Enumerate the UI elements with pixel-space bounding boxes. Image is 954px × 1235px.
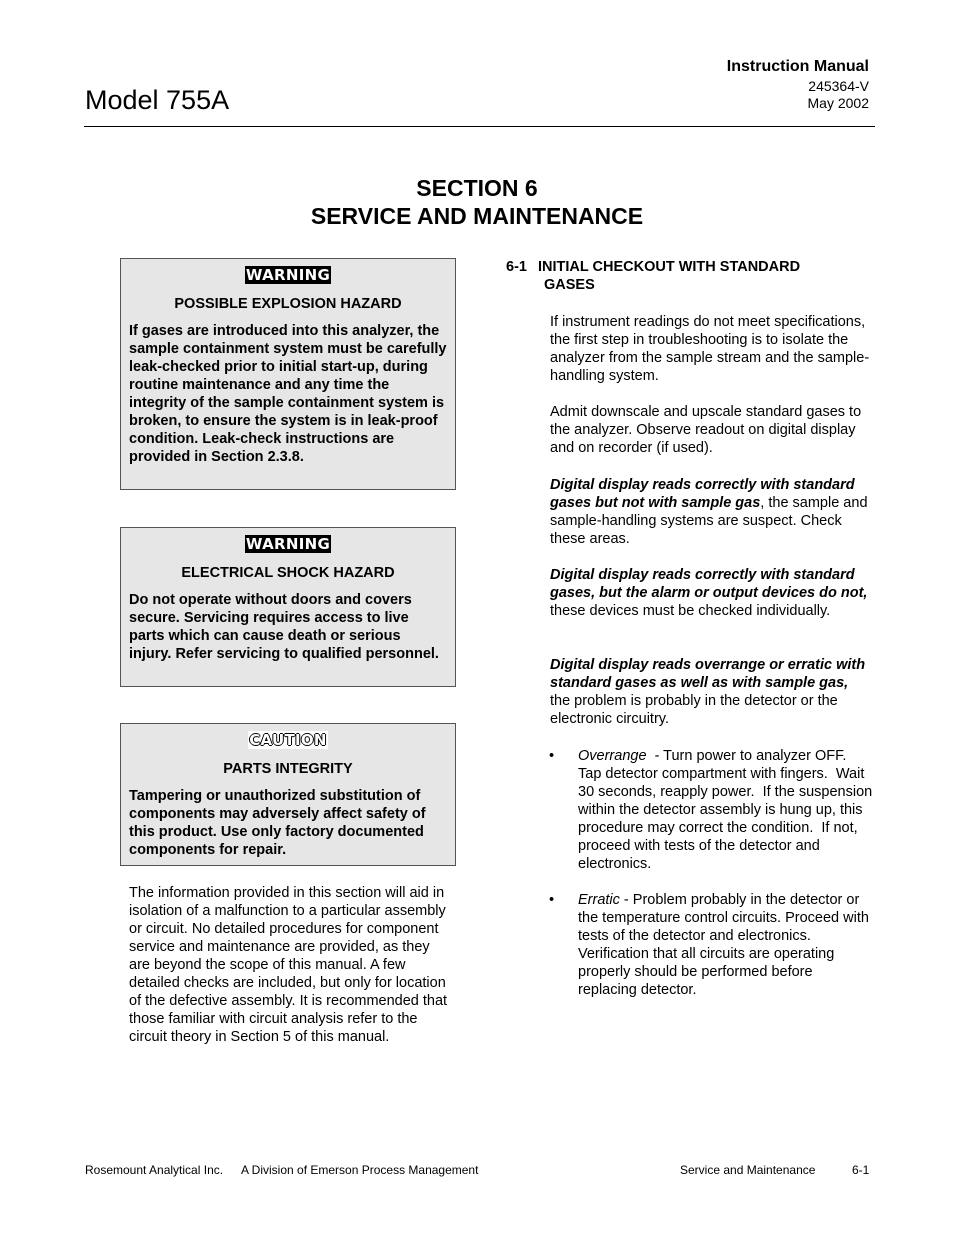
footer-page-number: 6-1 bbox=[852, 1163, 870, 1177]
manual-title: Instruction Manual bbox=[726, 58, 869, 75]
bullet-description: - Problem probably in the detector or the temperature control circuits. Proceed with tests of the detector and electronics. Verification that all circuits are operating properly should be performed before replacing detector. bbox=[578, 892, 869, 998]
warning-subtitle: POSSIBLE EXPLOSION HAZARD bbox=[174, 296, 402, 312]
caution-label: CAUTION bbox=[249, 731, 327, 749]
intro-paragraph: The information provided in this section will aid in isolation of a malfunction to a particular assembly or circuit. No detailed procedures for component service and maintenance are provided, as they are beyond the scope of this manual. A few detailed checks are included, but only for location of the defective assembly. It is recommended that those familiar with circuit analysis refer to the circuit theory in Section 5 of this manual. bbox=[129, 885, 448, 1045]
condition-text: Digital display reads correctly with standard gases but not with sample gas bbox=[550, 477, 855, 511]
condition-text: Digital display reads correctly with standard gases, but the alarm or output devices do not, bbox=[550, 567, 868, 601]
paragraph-overrange bbox=[550, 656, 872, 728]
paragraph-admit-gases: Admit downscale and upscale standard gases to the analyzer. Observe readout on digital display and on recorder (if used). bbox=[550, 404, 862, 456]
bullet-erratic bbox=[578, 891, 874, 999]
bullet-description: - Turn power to analyzer OFF. Tap detector compartment with fingers. Wait 30 seconds, reapply power. If the suspension within the detector assembly is hung up, this procedure may correct the condition. If not, proceed with tests of the detector and electronics. bbox=[578, 748, 877, 872]
bullet-term: Erratic bbox=[578, 892, 620, 908]
footer-division: A Division of Emerson Process Management bbox=[241, 1163, 479, 1177]
warning-subtitle: ELECTRICAL SHOCK HAZARD bbox=[181, 565, 395, 581]
paragraph-sample-suspect bbox=[550, 476, 872, 548]
section-title: SERVICE AND MAINTENANCE bbox=[310, 203, 644, 229]
result-text: the problem is probably in the detector or the electronic circuitry. bbox=[550, 693, 838, 727]
warning-box-explosion bbox=[120, 258, 456, 490]
caution-body: Tampering or unauthorized substitution of components may adversely affect safety of this product. Use only factory documented components for repair. bbox=[129, 788, 426, 858]
bullet-overrange bbox=[578, 747, 877, 873]
footer-section-name: Service and Maintenance bbox=[680, 1163, 816, 1177]
warning-label: WARNING bbox=[245, 266, 331, 284]
warning-body: If gases are introduced into this analyzer, the sample containment system must be carefully leak-checked prior to initial start-up, during routine maintenance and any time the integrity of the sample containment system is broken, to ensure the system is in leak-proof condition. Leak-check instructions are provided in Section 2.3.8. bbox=[129, 323, 447, 465]
warning-box-shock bbox=[120, 527, 456, 687]
condition-text: Digital display reads overrange or erratic with standard gases as well as with sample gas, bbox=[550, 657, 866, 691]
warning-label: WARNING bbox=[245, 535, 331, 553]
result-text: these devices must be checked individually. bbox=[550, 603, 831, 619]
subsection-title-line1: INITIAL CHECKOUT WITH STANDARD bbox=[538, 259, 801, 275]
subsection-number: 6-1 bbox=[506, 259, 527, 275]
footer-company: Rosemount Analytical Inc. bbox=[85, 1163, 224, 1177]
paragraph-isolate: If instrument readings do not meet specifications, the first step in troubleshooting is to isolate the analyzer from the sample stream and the sample-handling system. bbox=[550, 314, 870, 384]
model-title: Model 755A bbox=[85, 85, 230, 115]
paragraph-devices bbox=[550, 566, 872, 620]
header-divider bbox=[84, 126, 875, 127]
caution-subtitle: PARTS INTEGRITY bbox=[223, 761, 353, 777]
section-number: SECTION 6 bbox=[416, 175, 538, 201]
bullet-icon: • bbox=[549, 892, 555, 908]
publication-date: May 2002 bbox=[807, 95, 869, 111]
bullet-icon: • bbox=[549, 748, 555, 764]
subsection-heading bbox=[506, 258, 866, 294]
subsection-title-line2: GASES bbox=[544, 277, 595, 293]
caution-box-parts bbox=[120, 723, 456, 866]
bullet-term: Overrange bbox=[578, 748, 647, 764]
document-number: 245364-V bbox=[808, 78, 869, 94]
warning-body: Do not operate without doors and covers secure. Servicing requires access to live parts which can cause death or serious injury. Refer servicing to qualified personnel. bbox=[129, 592, 439, 662]
result-text: , the sample and sample-handling systems are suspect. Check these areas. bbox=[550, 495, 868, 547]
